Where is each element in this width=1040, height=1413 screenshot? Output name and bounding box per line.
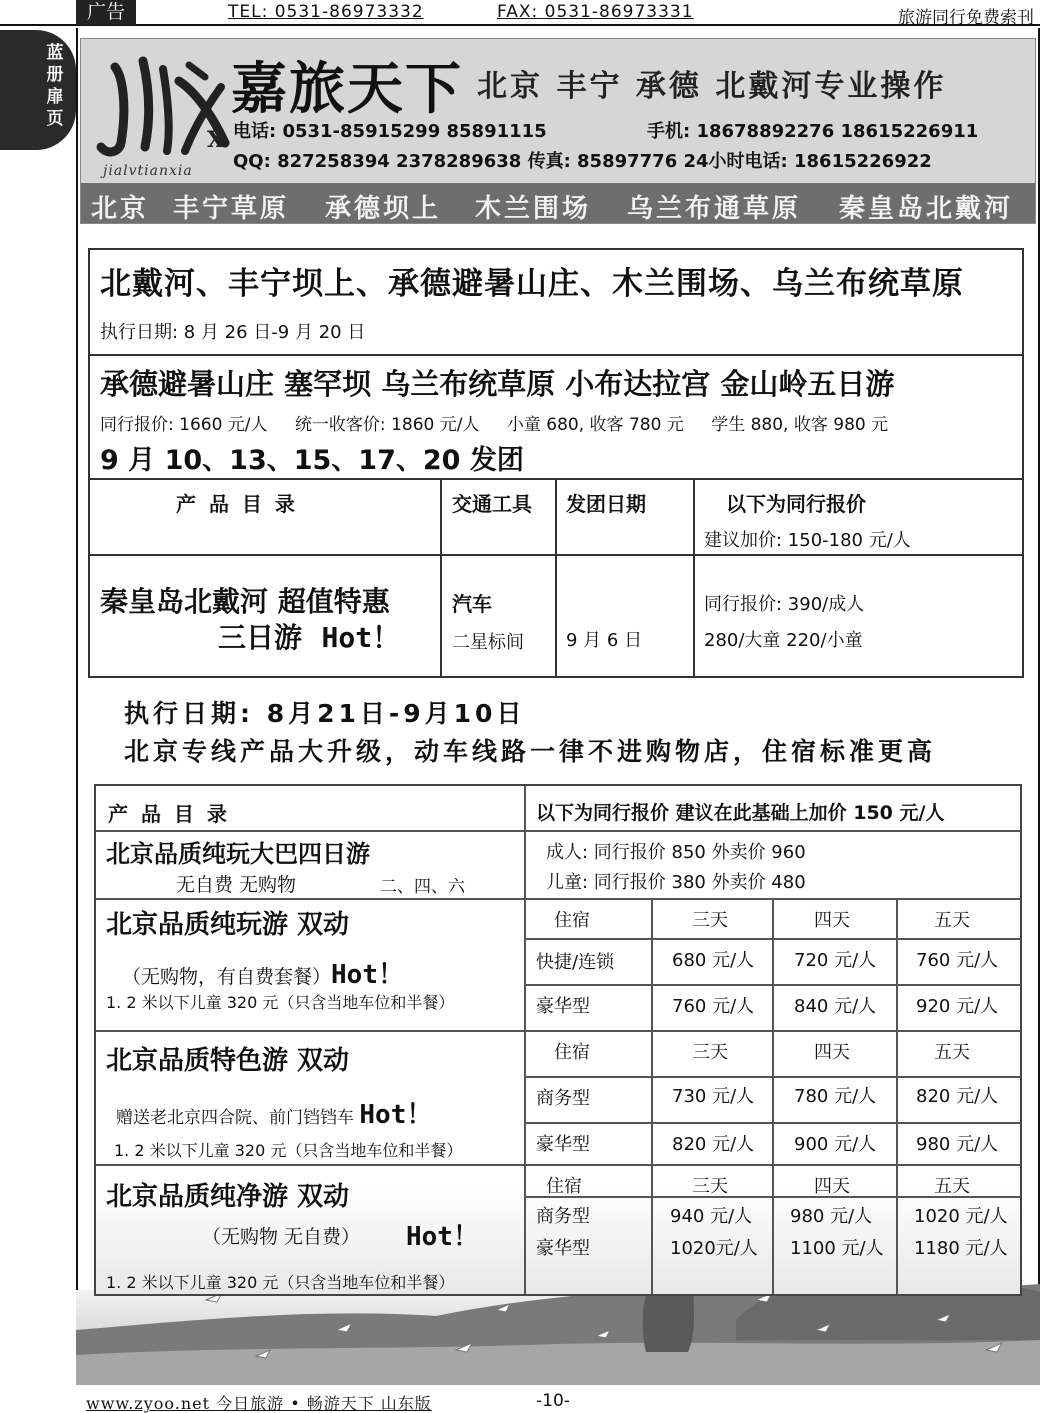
grid-row-label: 快捷/连锁 (536, 952, 615, 973)
divider (524, 1076, 1020, 1078)
grid-head: 住宿 (554, 910, 590, 931)
divider (90, 354, 1022, 356)
grid-price: 840 元/人 (794, 996, 877, 1017)
divider (524, 786, 526, 1294)
qhd-tour-days: 三日游 (218, 621, 303, 654)
chengde-departures: 9 月 10、13、15、17、20 发团 (100, 445, 524, 476)
destination-bar (81, 183, 1035, 223)
top-tel: TEL: 0531-86973332 (228, 2, 424, 22)
section1-title: 北戴河、丰宁坝上、承德避暑山庄、木兰围场、乌兰布统草原 (100, 266, 964, 302)
grid-price: 760 元/人 (916, 950, 999, 971)
bj-tour4-sub: （无购物 无自费） (202, 1226, 361, 1248)
grid-price: 980 元/人 (790, 1206, 873, 1227)
bj-tour4-note: 1. 2 米以下儿童 320 元（只含当地车位和半餐） (106, 1273, 455, 1292)
logo-subtitle: jialvtianxia (103, 163, 193, 179)
bj-tour2-title: 北京品质纯玩游 双动 (106, 910, 350, 940)
grid-price: 720 元/人 (794, 950, 877, 971)
bj-tour1-title: 北京品质纯玩大巴四日游 (106, 840, 370, 868)
hot-badge: Hot！ (321, 621, 401, 654)
page-number: -10- (536, 1391, 570, 1411)
grid-price: 1020元/人 (670, 1238, 758, 1259)
destination-item: 承德坝上 (325, 194, 442, 224)
destination-item: 丰宁草原 (173, 194, 290, 224)
qhd-price-2: 280/大童 220/小童 (704, 630, 863, 651)
grid-price: 1180 元/人 (914, 1238, 1008, 1259)
bj-tour3-title: 北京品质特色游 双动 (106, 1046, 350, 1076)
grid-row-label: 豪华型 (536, 1134, 590, 1155)
grid-price: 980 元/人 (916, 1134, 999, 1155)
grid-price: 730 元/人 (672, 1086, 755, 1107)
bj-tour3-sub-line (116, 1094, 432, 1131)
divider (524, 1122, 1020, 1124)
hot-badge: Hot！ (331, 960, 404, 990)
qhd-hotel: 二星标间 (452, 632, 524, 653)
divider (96, 898, 1020, 900)
chengde-tour-prices (100, 410, 910, 435)
hot-badge: Hot！ (406, 1222, 479, 1252)
chengde-tour-title: 承德避暑山庄 塞罕坝 乌兰布统草原 小布达拉宫 金山岭五日游 (100, 367, 895, 401)
grid-head: 五天 (934, 1042, 970, 1063)
price-item: 学生 880, 收客 980 元 (711, 415, 889, 435)
divider (693, 478, 695, 676)
agency-logo (93, 47, 231, 179)
grid-price: 900 元/人 (794, 1134, 877, 1155)
side-tab-char: 册 (46, 65, 64, 85)
divider (896, 898, 898, 1294)
footer-url[interactable]: www.zyoo.net 今日旅游 • 畅游天下 山东版 (86, 1394, 432, 1413)
bj-tour3-sub: 赠送老北京四合院、前门铛铛车 (116, 1108, 354, 1128)
side-tab-char: 页 (46, 109, 64, 129)
top-fax: FAX: 0531-86973331 (497, 2, 694, 22)
price-item: 同行报价: 1660 元/人 (100, 415, 268, 435)
section-chengde-beidaihe (88, 248, 1024, 678)
contact-qq-fax: QQ: 827258394 2378289638 传真: 85897776 24小时电话: 18615226922 (233, 151, 932, 172)
price-item: 小童 680, 收客 780 元 (506, 415, 684, 435)
grid-head: 四天 (814, 910, 850, 931)
col-price: 以下为同行报价 (726, 492, 866, 516)
bj-tour4-title: 北京品质纯净游 双动 (106, 1182, 350, 1212)
grid-head: 住宿 (554, 1042, 590, 1063)
destination-item: 秦皇岛北戴河 (839, 194, 1014, 224)
grid-head: 住宿 (546, 1176, 582, 1197)
bj-tour2-sub-line (122, 954, 404, 991)
grid-price: 940 元/人 (670, 1206, 753, 1227)
price-item: 统一收客价: 1860 元/人 (294, 415, 480, 435)
grid-price: 1020 元/人 (914, 1206, 1008, 1227)
bj-tour1-sub: 无自费 无购物 (176, 874, 297, 896)
side-tab-char: 蓝 (46, 43, 64, 63)
contact-mobile: 手机: 18678892276 18615226911 (647, 121, 979, 142)
grid-head: 四天 (814, 1176, 850, 1197)
grid-price: 1100 元/人 (790, 1238, 884, 1259)
divider (524, 984, 1020, 986)
logo-calligraphy-icon (93, 47, 231, 165)
divider (651, 898, 653, 1294)
bj-col-product: 产 品 目 录 (108, 802, 230, 826)
grid-row-label: 豪华型 (536, 1238, 590, 1259)
grid-head: 四天 (814, 1042, 850, 1063)
bj-tour3-note: 1. 2 米以下儿童 320 元（只含当地车位和半餐） (114, 1141, 463, 1160)
col-date: 发团日期 (566, 492, 646, 516)
destination-item: 乌兰布通草原 (627, 194, 802, 224)
divider (555, 478, 557, 676)
qhd-tour-name: 秦皇岛北戴河 超值特惠 (100, 585, 390, 618)
divider (96, 1164, 1020, 1166)
grid-price: 760 元/人 (672, 996, 755, 1017)
brand-slogan: 北京 丰宁 承德 北戴河专业操作 (477, 69, 947, 104)
col-transport: 交通工具 (452, 492, 532, 516)
bj-tour1-child: 儿童: 同行报价 380 外卖价 480 (546, 872, 806, 893)
qhd-tour-name-2 (218, 616, 400, 656)
grid-row-label: 豪华型 (536, 996, 590, 1017)
bj-tour2-note: 1. 2 米以下儿童 320 元（只含当地车位和半餐） (106, 993, 455, 1012)
contact-phone: 电话: 0531-85915299 85891115 (233, 121, 547, 142)
grid-head: 三天 (692, 910, 728, 931)
bj-tour1-adult: 成人: 同行报价 850 外卖价 960 (546, 842, 806, 863)
grid-row-label: 商务型 (536, 1206, 590, 1227)
grid-price: 820 元/人 (916, 1086, 999, 1107)
svg-text:X: X (207, 127, 225, 153)
brand-name: 嘉旅天下 (231, 56, 463, 122)
beijing-headline: 北京专线产品大升级，动车线路一律不进购物店，住宿标准更高 (124, 737, 937, 766)
section-beijing (94, 784, 1022, 1296)
bj-tour1-days: 二、四、六 (380, 877, 465, 897)
grid-price: 780 元/人 (794, 1086, 877, 1107)
bj-col-price: 以下为同行报价 建议在此基础上加价 150 元/人 (536, 802, 945, 824)
grid-price: 680 元/人 (672, 950, 755, 971)
divider (96, 830, 1020, 832)
qhd-transport: 汽车 (452, 592, 492, 616)
price-note: 建议加价: 150-180 元/人 (704, 530, 911, 551)
beijing-exec-date: 执行日期: 8月21日-9月10日 (124, 699, 526, 728)
side-tab-label (44, 42, 66, 130)
top-strip (0, 0, 1040, 26)
grid-price: 920 元/人 (916, 996, 999, 1017)
hot-badge: Hot！ (359, 1100, 433, 1130)
destination-item: 北京 (91, 194, 150, 224)
top-right-text: 旅游同行免费索刊 (898, 8, 1034, 28)
divider (524, 938, 1020, 940)
divider (96, 1030, 1020, 1032)
grid-head: 三天 (692, 1042, 728, 1063)
grid-head: 五天 (934, 1176, 970, 1197)
grid-head: 三天 (692, 1176, 728, 1197)
ad-label: 广告 (76, 0, 136, 25)
side-tab (0, 30, 76, 150)
col-product: 产 品 目 录 (176, 492, 298, 516)
grid-price: 820 元/人 (672, 1134, 755, 1155)
section1-exec-date: 执行日期: 8 月 26 日-9 月 20 日 (100, 322, 366, 343)
qhd-date: 9 月 6 日 (566, 630, 643, 651)
destination-item: 木兰围场 (475, 194, 592, 224)
divider (440, 478, 442, 676)
bj-tour2-sub: （无购物，有自费套餐） (122, 966, 332, 988)
agency-header (80, 38, 1036, 224)
qhd-price-1: 同行报价: 390/成人 (704, 594, 865, 615)
grid-head: 五天 (934, 910, 970, 931)
side-tab-char: 扉 (46, 87, 64, 107)
grid-row-label: 商务型 (536, 1088, 590, 1109)
divider (772, 898, 774, 1294)
